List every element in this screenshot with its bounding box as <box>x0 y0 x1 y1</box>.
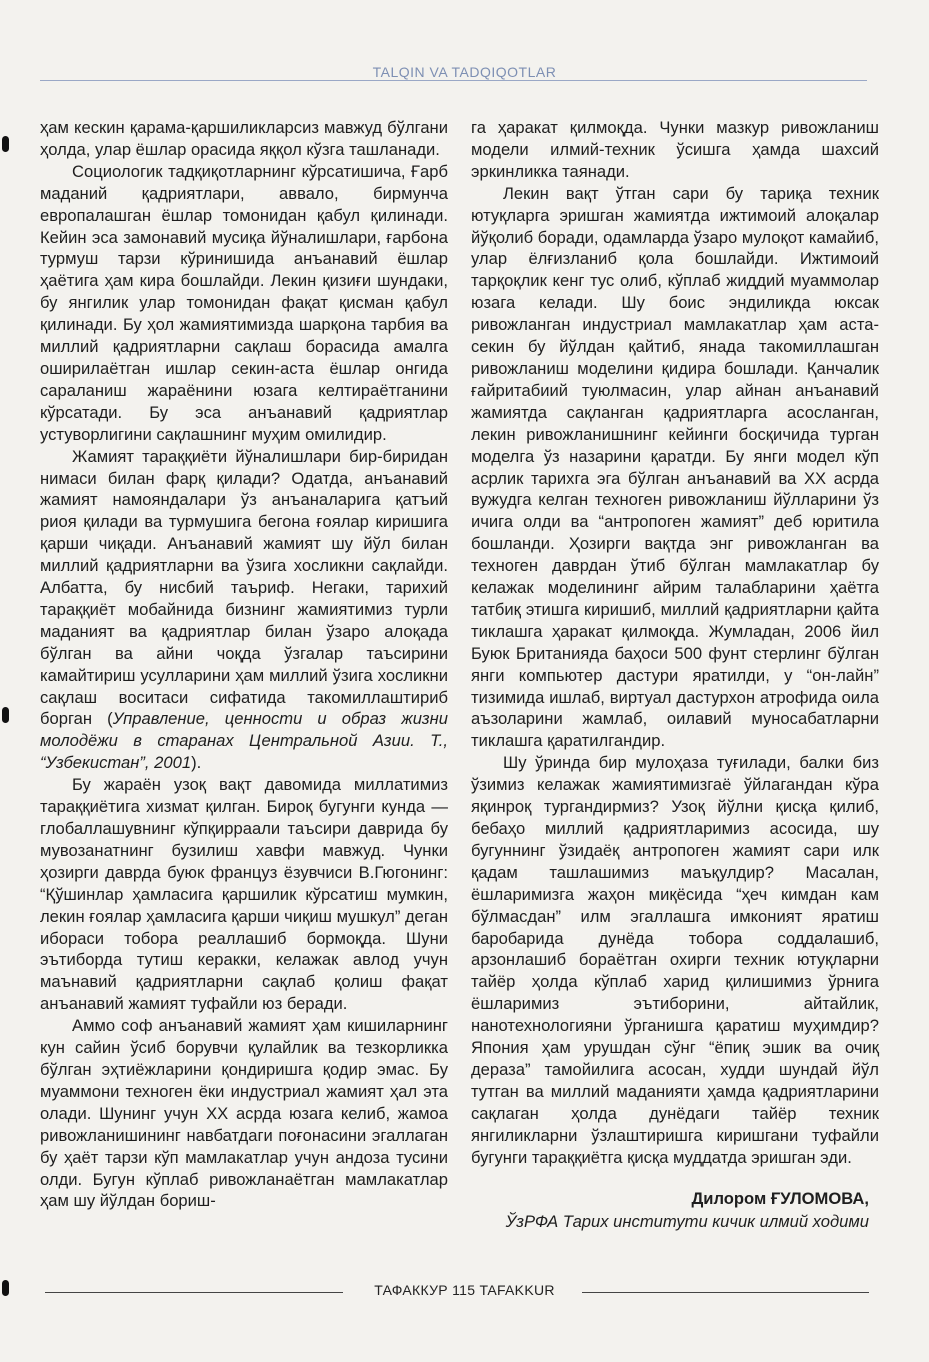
paragraph-text: Жамият тараққиёти йўналишлари бир-биридан нимаси билан фарқ қилади? Одатда, анъанавий жамият намояндалари ўз анъаналарига қатъий риоя қилади ва турмушига бегона ғоялар киришига қарши чиқади. Анъанавий жамият шу йўл билан миллий қадриятларни ва ўзига хосликни сақлайди. Албатта, бу нисбий таъриф. Негаки, тарихий тараққиёт мобайнида бизнинг жамиятимиз турли маданият ва қадриятлар билан ўзаро алоқада бўлган ва айни чоқда ўзгалар таъсирини камайтириш усулларини ҳам миллий ўзига хосликни сақлаш воситаси сифатида такомиллаштириб борган ( <box>40 446 448 729</box>
punch-hole-mark <box>2 707 9 723</box>
author-name: Дилором ҒУЛОМОВА, <box>691 1189 869 1208</box>
header-title: TALQIN VA TADQIQOTLAR <box>372 64 557 80</box>
running-header <box>0 58 929 88</box>
page-footer <box>0 1278 929 1308</box>
right-column <box>471 117 879 1169</box>
footer-page-number: ТАФАККУР 115 TAFAKKUR <box>374 1282 555 1298</box>
paragraph: Шу ўринда бир мулоҳаза туғилади, балки биз ўзимиз келажак жамиятимизгаё ўйлагандан кўра яқинроқ тургандирмиз? Узоқ йўлни қисқа қилиб, бебаҳо миллий қадриятларимиз асосида, шу бугуннинг ўзидаёқ антропоген жамият сари илк қадам ташлашимиз маъқулдир? Масалан, ёшларимизга жаҳон миқёсида “ҳеч кимдан кам бўлмасдан” илм эгаллашга имконият яратиш баробарида дунёда тобора соддалашиб, арзонлашиб бораётган охирги техник ютуқларни тайёр ҳолда кўплаб харид қилишимиз ўрнига ёшларимиз эътиборини, айтайлик, нанотехнологияни ўрганишга қаратиш муҳимдир? Япония ҳам урушдан сўнг “ёпиқ эшик ва очиқ дераза” тамойилига асосан, худди шундай йўл тутган ва миллий маданияти ҳамда қадриятларини сақлаган ҳолда дунёдаги тайёр техник янгиликларни ўзлаштиришга киришгани туфайли бугунги тараққиётга қисқа муддатда эришган эди. <box>471 753 879 1167</box>
paragraph: ҳам кескин қарама-қаршиликларсиз мавжуд бўлгани ҳолда, улар ёшлар орасида яққол кўзга ташланади. <box>40 118 448 159</box>
paragraph: Бу жараён узоқ вақт давомида миллатимиз тараққиётига хизмат қилган. Бироқ бугунги кунда — глобаллашувнинг кўпқирраали таъсири даврида бу мувозанатнинг бузилиш хавфи мавжуд. Чунки ҳозирги даврда буюк француз ёзувчиси В.Гюгонинг: “Қўшинлар ҳамласига қаршилик кўрсатиш мумкин, лекин ғоялар ҳамласига қарши чиқиш мушкул” деган ибораси тобора реаллашиб бормоқда. Шуни эътиборда тутиш керакки, келажак авлод учун маънавий қадриятларни сақлаб қолиш фақат анъанавий жамият туфайли юз беради. <box>40 775 448 1014</box>
paragraph: Социологик тадқиқотларнинг кўрсатишича, Ғарб маданий қадриятлари, аввало, бирмунча европалашган ёшлар томонидан қабул қилинади. Кейин эса замонавий мусиқа йўналишлари, ғарбона турмуш тарзи кўринишида анъанавий ёшлар ҳаётига ҳам кира бошлайди. Лекин қизиғи шундаки, бу янгилик улар томонидан фақат қисман қабул қилинади. Бу ҳол жамиятимизда шарқона тарбия ва миллий қадриятларни сақлаш борасида амалга оширилаётган ишлар секин-аста ёшлар онгида сараланиш жараёнини юзага келтираётганини кўрсатади. Бу эса анъанавий қадриятлар устуворлигини сақлашнинг муҳим омилидир. <box>40 161 448 444</box>
author-affiliation: ЎзРФА Тарих институти кичик илмий ходими <box>505 1212 869 1231</box>
header-rule <box>40 80 867 81</box>
paragraph <box>40 446 448 775</box>
left-column <box>40 117 448 1212</box>
paragraph: Аммо соф анъанавий жамият ҳам кишиларнинг кун сайин ўсиб борувчи қулайлик ва тезкорликка бўлган эҳтиёжларини қондиришга қодир эмас. Бу муаммони техноген ёки индустриал жамият ҳал эта олади. Шунинг учун ХХ асрда юзага келиб, жамоа ривожланишининг навбатдаги поғонасини эгаллаган бу ҳаёт тарзи кўп мамлакатлар учун андоза тусини олди. Бугун кўплаб ривожланаётган мамлакатлар ҳам шу йўлдан бориш- <box>40 1016 448 1211</box>
paragraph: га ҳаракат қилмоқда. Чунки мазкур ривожланиш модели илмий-техник ўсишга ҳамда шахсий эркинликка таянади. <box>471 118 879 181</box>
footer-rule-right <box>582 1292 869 1293</box>
citation-close: ). <box>191 753 202 773</box>
author-signature <box>471 1187 869 1233</box>
citation: Управление, ценности и образ жизни молодёжи в старанах Центральной Азии. Т., “Узбекистан”, 2001 <box>40 709 448 773</box>
punch-hole-mark <box>2 136 9 152</box>
footer-rule-left <box>45 1292 343 1293</box>
paragraph: Лекин вақт ўтган сари бу тариқа техник ютуқларга эришган жамиятда ижтимоий алоқалар йўқолиб боради, одамларда ўзаро мулоқот камайиб, улар ёлғизланиб қола бошлайди. Ижтимоий тарқоқлик кенг тус олиб, кўплаб жиддий муаммолар юзага келади. Шу боис эндиликда юксак ривожланган индустриал мамлакатлар ҳам аста-секин бу йўлдан қайтиб, янада такомиллашган ривожланиш моделини қидира бошлади. Қанчалик ғайритабиий туюлмасин, улар айнан анъанавий жамиятда сақланган қадриятларга асосланган, лекин ривожланишнинг кейинги босқичида турган моделга ўз назарини қаратди. Бу янги модел кўп асрлик тарихга эга бўлган анъанавий ва ХХ асрда вужудга келган техноген ривожланиш йўлларини ўз ичига олди ва “антропоген жамият” деб юритила бошланди. Ҳозирги вақтда энг ривожланган ва техноген даврдан ўтиб бўлган мамлакатлар бу келажак моделининг айрим талабларини ҳаётга татбиқ этишга киришиб, миллий қадриятларни қайта тиклашга ҳаракат қилмоқда. Жумладан, 2006 йил Буюк Британияда баҳоси 500 фунт стерлинг бўлган янги компьютер дастури яратилди, у “он-лайн” тизимида ишлаб, виртуал дастурхон атрофида оила аъзоларини жамлаб, оилавий муносабатларни тиклашга қаратилгандир. <box>471 183 879 751</box>
